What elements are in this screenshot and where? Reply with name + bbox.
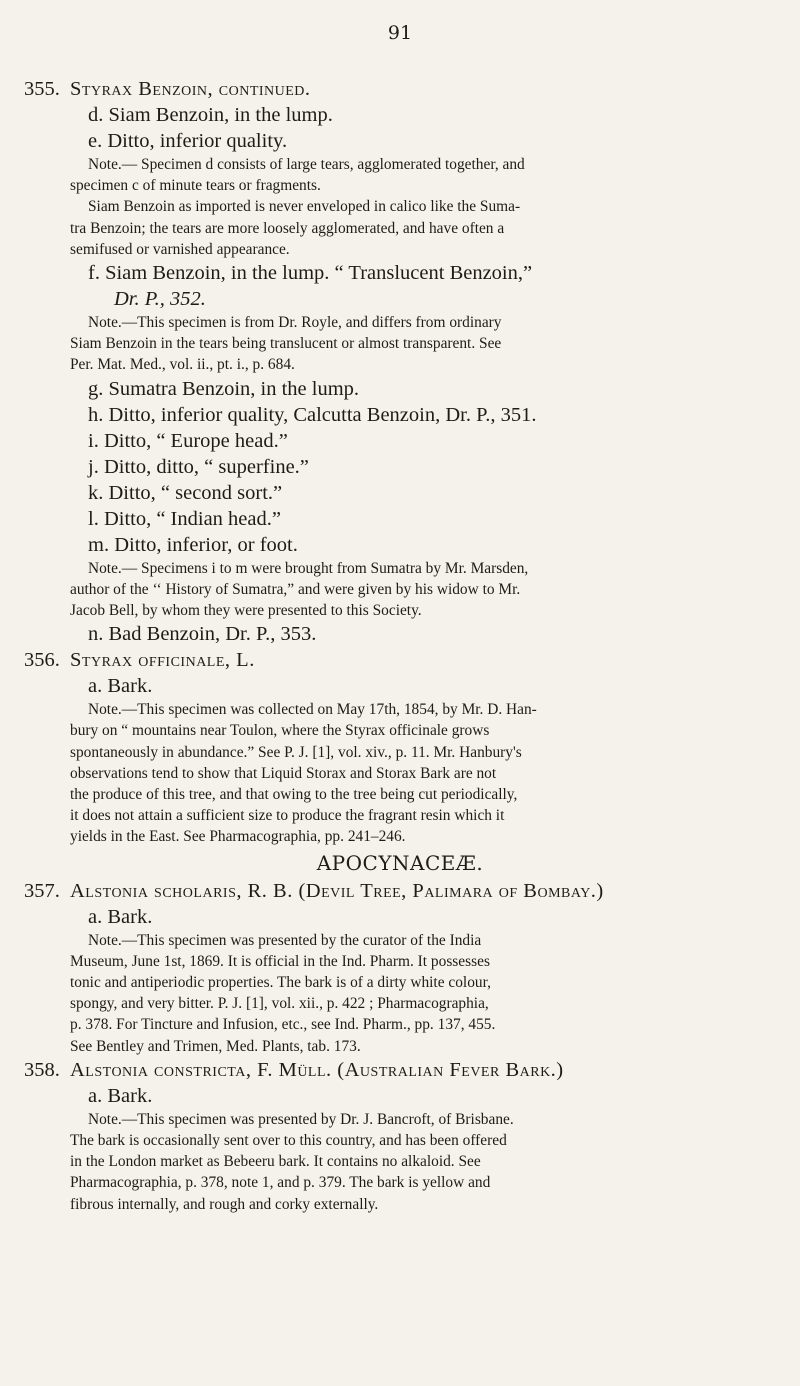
note-line: The bark is occasionally sent over to this country, and has been offered	[70, 1132, 507, 1150]
note-line: Pharmacographia, p. 378, note 1, and p. 379. The bark is yellow and	[70, 1174, 491, 1192]
note-line: fibrous internally, and rough and corky externally.	[70, 1195, 379, 1213]
note-block	[24, 312, 776, 376]
entry-title: Styrax Benzoin, continued.	[70, 78, 311, 100]
note-line: Note.—This specimen was presented by Dr. J. Bancroft, of Brisbane.	[88, 1110, 514, 1128]
entry-heading	[24, 76, 776, 102]
entry-title: Alstonia scholaris, R. B. (Devil Tree, Palimara of Bombay.)	[70, 879, 604, 902]
specimen-m: m. Ditto, inferior, or foot.	[88, 533, 298, 556]
specimen-l: l. Ditto, “ Indian head.”	[88, 507, 281, 530]
note-line: spontaneously in abundance.” See P. J. [1], vol. xiv., p. 11. Mr. Hanbury's	[70, 743, 522, 761]
entry-number: 356.	[24, 649, 60, 672]
entry-356	[24, 647, 776, 847]
entry-358	[24, 1057, 776, 1215]
note-line: tra Benzoin; the tears are more loosely agglomerated, and have often a	[70, 219, 505, 237]
entry-heading	[24, 1057, 776, 1083]
note-line: observations tend to show that Liquid Storax and Storax Bark are not	[70, 764, 497, 782]
specimen-f: f. Siam Benzoin, in the lump. “ Translucent Benzoin,”	[88, 262, 533, 285]
specimen-g: g. Sumatra Benzoin, in the lump.	[88, 377, 360, 400]
note-line: Siam Benzoin as imported is never enveloped in calico like the Suma-	[88, 198, 521, 216]
specimen-a: a. Bark.	[88, 905, 153, 928]
note-line: Jacob Bell, by whom they were presented to this Society.	[70, 602, 422, 620]
note-block	[24, 930, 776, 1057]
entry-heading	[24, 647, 776, 673]
note-line: Siam Benzoin in the tears being translucent or almost transparent. See	[70, 335, 502, 353]
note-line: Note.— Specimen d consists of large tears, agglomerated together, and	[88, 156, 525, 173]
entry-357	[24, 878, 776, 1057]
note-block	[24, 1109, 776, 1215]
note-line: tonic and antiperiodic properties. The bark is of a dirty white colour,	[70, 974, 491, 992]
entry-title: Alstonia constricta, F. Müll. (Australian Fever Bark.)	[70, 1058, 564, 1081]
entry-heading	[24, 878, 776, 904]
note-line: it does not attain a sufficient size to produce the fragrant resin which it	[70, 807, 505, 825]
entry-number: 355.	[24, 78, 60, 100]
note-line: Museum, June 1st, 1869. It is official in the Ind. Pharm. It possesses	[70, 952, 490, 970]
note-line: the produce of this tree, and that owing to the tree being cut periodically,	[70, 786, 518, 804]
note-line: Note.— Specimens i to m were brought from Sumatra by Mr. Marsden,	[88, 559, 529, 577]
note-line: bury on “ mountains near Toulon, where the Styrax officinale grows	[70, 722, 490, 740]
note-line: semifused or varnished appearance.	[70, 240, 290, 258]
note-line: Note.—This specimen was collected on May 17th, 1854, by Mr. D. Han-	[88, 701, 537, 719]
family-heading: APOCYNACEÆ.	[316, 850, 484, 875]
specimen-k: k. Ditto, “ second sort.”	[88, 481, 283, 504]
entry-355	[24, 76, 776, 647]
page-content	[24, 76, 776, 1215]
note-line: Note.—This specimen was presented by the curator of the India	[88, 931, 482, 949]
specimen-a: a. Bark.	[88, 675, 153, 698]
note-line: spongy, and very bitter. P. J. [1], vol. xii., p. 422 ; Pharmacographia,	[70, 995, 489, 1013]
note-line: specimen c of minute tears or fragments.	[70, 177, 321, 195]
note-line: in the London market as Bebeeru bark. It contains no alkaloid. See	[70, 1153, 481, 1171]
specimen-j: j. Ditto, ditto, “ superfine.”	[88, 455, 309, 478]
note-block	[24, 699, 776, 847]
specimen-i: i. Ditto, “ Europe head.”	[88, 429, 288, 452]
entry-title: Styrax officinale, L.	[70, 649, 255, 672]
specimen-h: h. Ditto, inferior quality, Calcutta Benzoin, Dr. P., 351.	[88, 403, 537, 426]
note-block	[24, 154, 776, 260]
note-line: See Bentley and Trimen, Med. Plants, tab. 173.	[70, 1037, 361, 1055]
entry-number: 357.	[24, 879, 60, 902]
note-line: author of the ‘‘ History of Sumatra,” and were given by his widow to Mr.	[70, 580, 521, 598]
note-line: p. 378. For Tincture and Infusion, etc., see Ind. Pharm., pp. 137, 455.	[70, 1016, 496, 1034]
page-number: 91	[387, 22, 413, 44]
specimen-d: d. Siam Benzoin, in the lump.	[88, 104, 333, 126]
note-line: Note.—This specimen is from Dr. Royle, and differs from ordinary	[88, 314, 502, 332]
note-line: Per. Mat. Med., vol. ii., pt. i., p. 684.	[70, 356, 295, 374]
entry-number: 358.	[24, 1058, 60, 1081]
specimen-n: n. Bad Benzoin, Dr. P., 353.	[88, 623, 317, 646]
specimen-e: e. Ditto, inferior quality.	[88, 130, 288, 152]
specimen-a: a. Bark.	[88, 1084, 153, 1107]
note-block	[24, 558, 776, 622]
note-line: yields in the East. See Pharmacographia, pp. 241–246.	[70, 828, 406, 846]
specimen-f-ref: Dr. P., 352.	[114, 288, 206, 311]
